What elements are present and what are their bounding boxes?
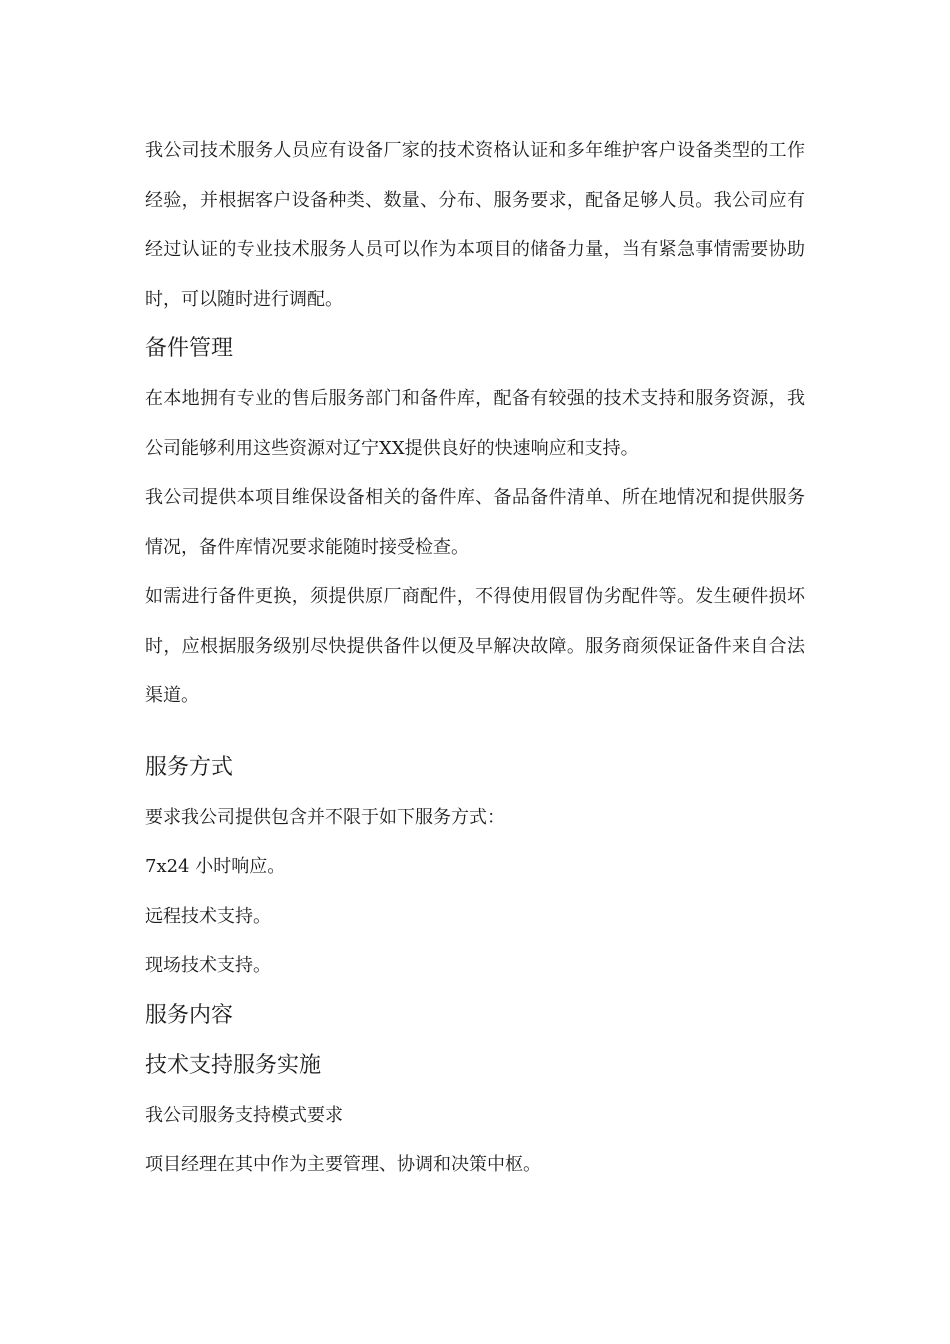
- list-item-onsite-support: 现场技术支持。: [145, 955, 271, 976]
- heading-service-mode: 服务方式: [145, 754, 234, 780]
- heading-tech-support-implementation: 技术支持服务实施: [145, 1052, 322, 1078]
- paragraph-service-mode-intro: 要求我公司提供包含并不限于如下服务方式：: [145, 806, 505, 828]
- list-item-24h-response: 7x24 小时响应。: [145, 856, 286, 877]
- list-item-remote-support: 远程技术支持。: [145, 905, 271, 927]
- paragraph-support-mode: 我公司服务支持模式要求: [145, 1104, 343, 1126]
- paragraph-spare-inventory: 我公司提供本项目维保设备相关的备件库、备品备件清单、所在地情况和提供服务情况，备件库情况要求能随时接受检查。: [145, 487, 805, 558]
- paragraph-project-manager: 项目经理在其中作为主要管理、协调和决策中枢。: [145, 1154, 541, 1175]
- section-gap: [145, 721, 805, 743]
- paragraph-spare-replacement: 如需进行备件更换，须提供原厂商配件，不得使用假冒伪劣配件等。发生硬件损坏时，应根据服务级别尽快提供备件以便及早解决故障。服务商须保证备件来自合法渠道。: [145, 586, 805, 706]
- heading-spare-parts-management: 备件管理: [145, 336, 234, 361]
- heading-service-content: 服务内容: [145, 1002, 234, 1028]
- document-body: [145, 126, 805, 1190]
- paragraph-staff-qualification: 我公司技术服务人员应有设备厂家的技术资格认证和多年维护客户设备类型的工作经验，并根据客户设备种类、数量、分布、服务要求，配备足够人员。我公司应有经过认证的专业技术服务人员可以作为本项目的储备力量，当有紧急事情需要协助时，可以随时进行调配。: [145, 140, 805, 310]
- paragraph-local-service: 在本地拥有专业的售后服务部门和备件库，配备有较强的技术支持和服务资源，我公司能够利用这些资源对辽宁XX提供良好的快速响应和支持。: [145, 388, 805, 459]
